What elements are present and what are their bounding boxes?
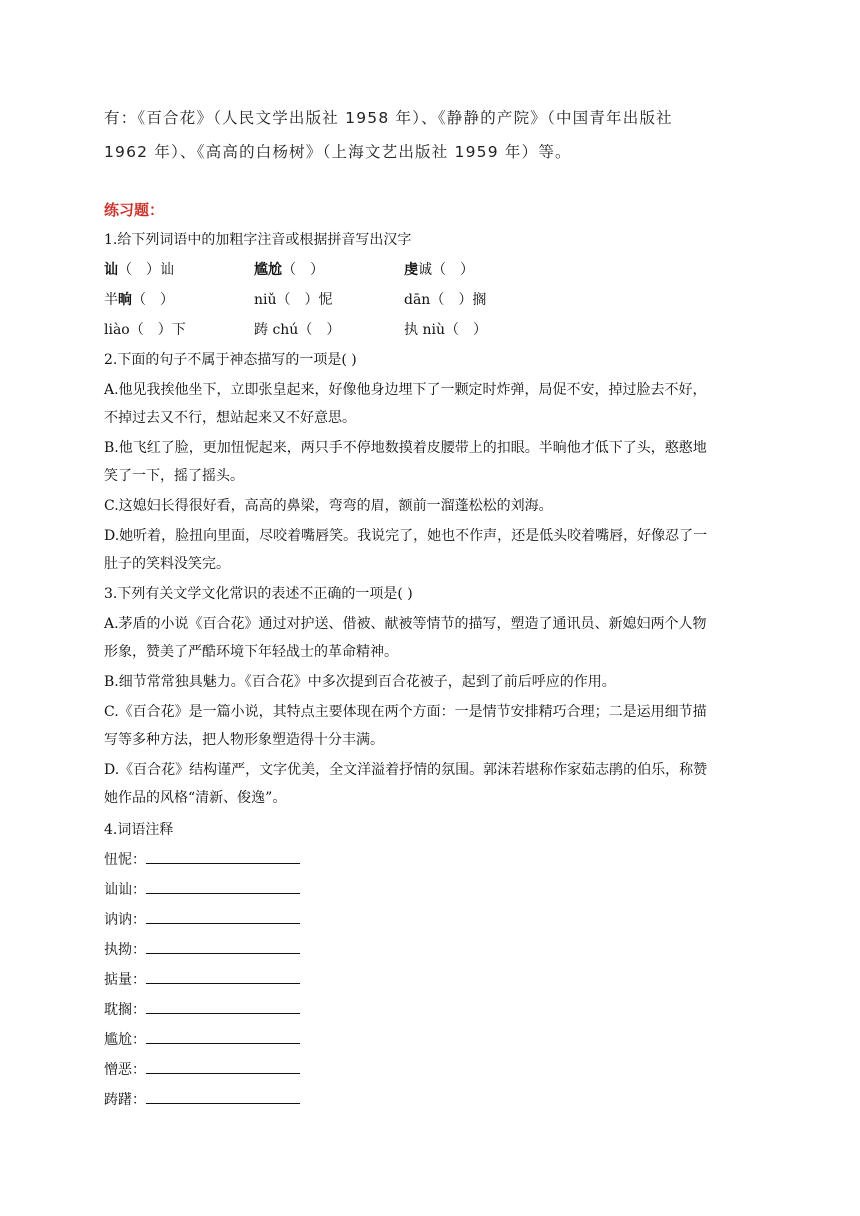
q2-option-b: B.他飞红了脸，更加忸怩起来，两只手不停地数摸着皮腰带上的扣眼。半晌他才低下了头，憨憨地 <box>104 440 707 456</box>
q2-option-b-cont: 笑了一下，摇了摇头。 <box>104 468 244 484</box>
q1-item-text: niǔ（ ）怩 <box>254 292 333 308</box>
q4-answer-blank[interactable] <box>146 1001 300 1014</box>
q2-option-d-cont: 肚子的笑料没笑完。 <box>104 556 230 572</box>
q3-option-c: C.《百合花》是一篇小说，其特点主要体现在两个方面：一是情节安排精巧合理；二是运用细节描 <box>104 704 707 720</box>
q2-option-a: A.他见我挨他坐下，立即张皇起来，好像他身边埋下了一颗定时炸弹，局促不安，掉过脸去不好， <box>104 382 707 398</box>
q4-answer-blank[interactable] <box>146 1031 300 1044</box>
q3-option-a-cont: 形象，赞美了严酷环境下年轻战士的革命精神。 <box>104 644 398 660</box>
q1-item-text: 诚（ ） <box>418 262 474 278</box>
q4-term-label: 讪讪： <box>104 882 146 898</box>
q4-term-row <box>104 1090 300 1110</box>
q1-item <box>104 290 174 310</box>
q4-answer-blank[interactable] <box>146 1061 300 1074</box>
q1-item <box>254 260 324 280</box>
q4-answer-blank[interactable] <box>146 881 300 894</box>
q3-title: 3.下列有关文学文化常识的表述不正确的一项是( ) <box>104 586 413 602</box>
q1-item <box>104 320 186 340</box>
q4-title: 4.词语注释 <box>104 822 174 838</box>
q2-option-d: D.她听着，脸扭向里面，尽咬着嘴唇笑。我说完了，她也不作声，还是低头咬着嘴唇，好像忍了一 <box>104 528 708 544</box>
q1-item-text: 踌 chú（ ） <box>254 322 341 338</box>
q1-bold-char: 尴尬 <box>254 262 282 278</box>
q1-item-prefix: 半 <box>104 292 118 308</box>
q4-term-label: 掂量： <box>104 972 146 988</box>
q4-answer-blank[interactable] <box>146 1091 300 1104</box>
q1-item-text: （ ） <box>282 262 324 278</box>
q2-option-c: C.这媳妇长得很好看，高高的鼻梁，弯弯的眉，额前一溜蓬松松的刘海。 <box>104 498 553 514</box>
q4-term-row <box>104 910 300 930</box>
q1-title: 1.给下列词语中的加粗字注音或根据拼音写出汉字 <box>104 232 412 248</box>
q1-bold-char: 讪 <box>104 262 118 278</box>
q3-option-d-cont: 她作品的风格“清新、俊逸”。 <box>104 790 287 806</box>
q3-option-c-cont: 写等多种方法，把人物形象塑造得十分丰满。 <box>104 732 384 748</box>
intro-line-1: 有：《百合花》（人民文学出版社 1958 年）、《静静的产院》（中国青年出版社 <box>104 109 673 127</box>
q4-term-row <box>104 1030 300 1050</box>
q4-answer-blank[interactable] <box>146 911 300 924</box>
q4-term-row <box>104 850 300 870</box>
q1-item <box>404 260 474 280</box>
q2-title: 2.下面的句子不属于神态描写的一项是( ) <box>104 352 357 368</box>
q1-item-text: （ ）讪 <box>118 262 174 278</box>
q1-item <box>404 290 486 310</box>
q4-term-label: 忸怩： <box>104 852 146 868</box>
q4-term-label: 尴尬： <box>104 1032 146 1048</box>
q4-term-row <box>104 970 300 990</box>
q3-option-d: D.《百合花》结构谨严，文字优美，全文洋溢着抒情的氛围。郭沫若堪称作家茹志鹃的伯乐，称赞 <box>104 762 708 778</box>
q3-option-b: B.细节常常独具魅力。《百合花》中多次提到百合花被子，起到了前后呼应的作用。 <box>104 674 616 690</box>
q1-item <box>254 290 333 310</box>
q4-term-label: 执拗： <box>104 942 146 958</box>
q4-term-label: 踌躇： <box>104 1092 146 1108</box>
q4-term-label: 憎恶： <box>104 1062 146 1078</box>
q1-bold-char: 晌 <box>118 292 132 308</box>
q4-term-row <box>104 880 300 900</box>
q2-option-a-cont: 不掉过去又不行，想站起来又不好意思。 <box>104 410 356 426</box>
q1-item-text: liào（ ）下 <box>104 322 186 338</box>
exercise-heading: 练习题： <box>104 201 165 219</box>
q4-answer-blank[interactable] <box>146 941 300 954</box>
q4-term-row <box>104 940 300 960</box>
q1-item <box>104 260 174 280</box>
q1-item <box>404 320 487 340</box>
q1-bold-char: 虔 <box>404 262 418 278</box>
q4-term-row <box>104 1060 300 1080</box>
q4-term-row <box>104 1000 300 1020</box>
q1-item-text: 执 niù（ ） <box>404 322 487 338</box>
q4-answer-blank[interactable] <box>146 971 300 984</box>
q4-term-label: 讷讷： <box>104 912 146 928</box>
q4-answer-blank[interactable] <box>146 851 300 864</box>
q1-item <box>254 320 340 340</box>
q1-item-text: （ ） <box>132 292 174 308</box>
intro-line-2: 1962 年）、《高高的白杨树》（上海文艺出版社 1959 年）等。 <box>104 143 572 161</box>
q4-term-label: 耽搁： <box>104 1002 146 1018</box>
q1-item-text: dān（ ）搁 <box>404 292 487 308</box>
q3-option-a: A.茅盾的小说《百合花》通过对护送、借被、献被等情节的描写，塑造了通讯员、新媳妇两个人物 <box>104 616 707 632</box>
